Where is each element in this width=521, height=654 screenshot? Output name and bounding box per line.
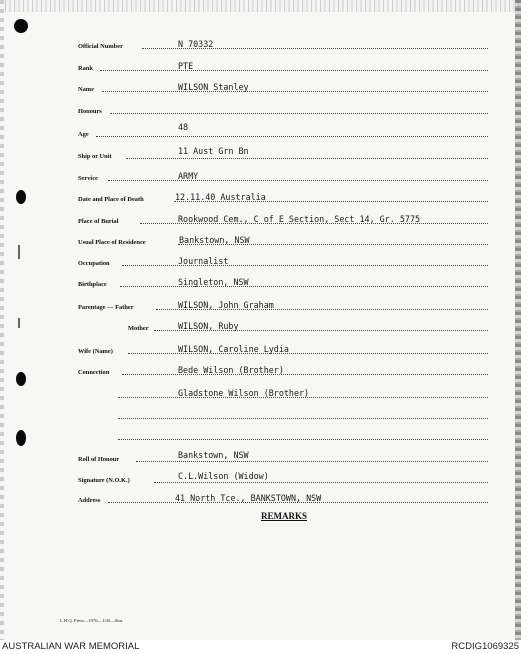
scan-edge-top [0,0,521,12]
field-label: Ship or Unit [78,153,112,160]
field-value: 48 [178,122,189,132]
field-usual-place-of-residence [78,232,488,246]
footer-bar [0,640,521,654]
field-value: Bankstown, NSW [179,235,250,245]
field-value: 11 Aust Grn Bn [178,146,249,156]
field-parentage-father [78,297,488,311]
punch-hole [16,430,26,446]
punch-hole [14,19,28,33]
field-value: Gladstone Wilson (Brother) [178,388,310,398]
field-label: Connection [78,369,110,376]
field-occupation [78,253,488,267]
field-honours [78,101,488,115]
field-label: Honours [78,108,102,115]
field-value: 41 North Tce., BANKSTOWN, NSW [175,493,322,503]
field-value: WILSON, Caroline Lydia [178,344,289,354]
field-connection-line-2 [78,385,488,399]
field-label: Roll of Honour [78,456,120,463]
field-label: Parentage — Father [78,304,134,311]
field-official-number [78,36,488,50]
field-value: 12.11.40 Australia [175,192,266,202]
field-label: Mother [128,325,149,332]
field-age [78,124,488,138]
punch-hole [16,190,26,204]
field-label: Birthplace [78,281,107,288]
field-value: Rookwood Cem., C of E Section, Sect 14, Gr. 5775 [178,214,421,224]
field-label: Place of Burial [78,218,119,225]
field-value: Singleton, NSW [178,277,249,287]
field-label: Date and Place of Death [78,196,144,203]
field-parentage-mother [78,318,488,332]
field-date-place-of-death [78,189,488,203]
field-value: N 70332 [178,39,214,49]
field-label: Occupation [78,260,110,267]
field-label: Signature (N.O.K.) [78,477,130,484]
punch-hole [16,372,26,386]
field-label: Official Number [78,43,123,50]
field-place-of-burial [78,211,488,225]
scan-edge-right [515,0,521,640]
field-service [78,168,488,182]
field-value: C.L.Wilson (Widow) [178,471,269,481]
field-roll-of-honour [78,449,488,463]
field-label: Service [78,175,98,182]
field-value: PTE [178,61,194,71]
field-connection [78,362,488,376]
field-value: Journalist [178,256,229,266]
footer-record-id: RCDIG1069325 [451,641,519,652]
blank-line [78,427,488,441]
field-label: Name [78,86,94,93]
field-value: WILSON, John Graham [178,300,274,310]
scan-speck [18,245,20,259]
field-value: Bankstown, NSW [178,450,249,460]
field-label: Address [78,497,101,504]
field-rank [78,58,488,72]
field-birthplace [78,274,488,288]
field-label: Rank [78,65,93,72]
remarks-heading: REMARKS [261,511,308,521]
field-name [78,79,488,93]
field-value: ARMY [178,171,199,181]
field-signature-nok [78,470,488,484]
footer-credit: AUSTRALIAN WAR MEMORIAL [2,641,140,652]
field-label: Usual Place of Residence [78,239,146,246]
scan-edge-left [0,0,4,640]
field-wife [78,341,488,355]
field-ship-or-unit [78,146,488,160]
blank-line [78,406,488,420]
field-label: Age [78,131,89,138]
printer-line: L.H.Q. Press—1976—1/45—Stat. [60,618,124,623]
field-value: WILSON, Ruby [178,321,239,331]
field-label: Wife (Name) [78,348,113,355]
field-address [78,490,488,504]
field-value: WILSON Stanley [178,82,249,92]
field-value: Bede Wilson (Brother) [178,365,284,375]
scan-speck [18,318,20,328]
